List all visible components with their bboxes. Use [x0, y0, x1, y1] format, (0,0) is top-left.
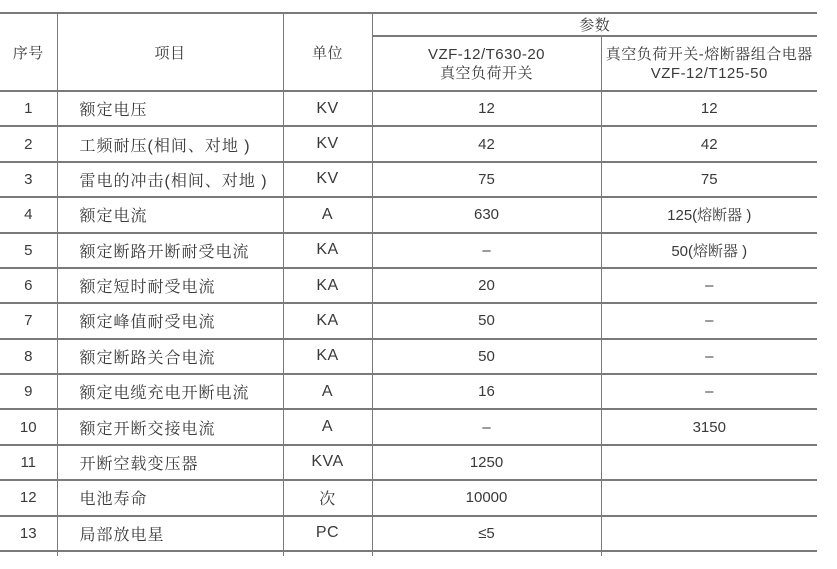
unit-cell: A — [283, 374, 372, 409]
row-number: 10 — [0, 409, 57, 444]
table-row — [0, 303, 817, 338]
item-cell: 额定电流 — [57, 197, 283, 232]
row-number: 6 — [0, 268, 57, 303]
param1-cell: – — [372, 409, 601, 444]
param1-cell: 20 — [372, 268, 601, 303]
table-row — [0, 516, 817, 552]
unit-cell: KA — [283, 268, 372, 303]
unit-cell: KA — [283, 303, 372, 338]
param1-cell: 12 — [372, 91, 601, 126]
unit-cell: KV — [283, 126, 372, 161]
divider-stub — [372, 551, 373, 556]
param1-cell: 42 — [372, 126, 601, 161]
table-row — [0, 126, 817, 161]
row-number: 4 — [0, 197, 57, 232]
table-row — [0, 445, 817, 480]
row-number: 3 — [0, 162, 57, 197]
table-row — [0, 91, 817, 126]
param2-cell — [601, 445, 817, 480]
row-number: 12 — [0, 480, 57, 515]
row-number: 5 — [0, 233, 57, 268]
row-number: 7 — [0, 303, 57, 338]
param1-cell: 50 — [372, 303, 601, 338]
table-row — [0, 162, 817, 197]
item-cell: 工频耐压(相间、对地 ) — [57, 126, 283, 161]
header-unit: 单位 — [283, 13, 372, 91]
param1-cell: 75 — [372, 162, 601, 197]
param2-cell: 3150 — [601, 409, 817, 444]
param-col2-model: VZF-12/T125-50 — [650, 64, 768, 82]
header-param-col1 — [372, 36, 601, 91]
item-cell: 额定短时耐受电流 — [57, 268, 283, 303]
header-param-col2 — [601, 36, 817, 91]
table-row — [0, 268, 817, 303]
param-col1-model: VZF-12/T630-20 — [427, 45, 546, 63]
unit-cell: KV — [283, 162, 372, 197]
item-cell: 电池寿命 — [57, 480, 283, 515]
item-cell: 额定峰值耐受电流 — [57, 303, 283, 338]
param1-cell: ≤5 — [372, 516, 601, 552]
param2-cell: 50(熔断器 ) — [601, 233, 817, 268]
param1-cell: 50 — [372, 339, 601, 374]
header-no: 序号 — [0, 13, 57, 91]
param-col2-type: 真空负荷开关-熔断器组合电器 — [605, 45, 813, 63]
param1-cell: 1250 — [372, 445, 601, 480]
param1-cell: 16 — [372, 374, 601, 409]
item-cell: 额定电缆充电开断电流 — [57, 374, 283, 409]
divider-stub — [57, 551, 58, 556]
table-row — [0, 374, 817, 409]
item-cell: 额定电压 — [57, 91, 283, 126]
divider-stub — [601, 551, 602, 556]
spec-table — [0, 12, 817, 552]
param2-cell: – — [601, 339, 817, 374]
unit-cell: A — [283, 409, 372, 444]
param2-cell: – — [601, 303, 817, 338]
row-number: 13 — [0, 516, 57, 552]
table-row — [0, 480, 817, 515]
unit-cell: A — [283, 197, 372, 232]
param2-cell: 42 — [601, 126, 817, 161]
row-number: 11 — [0, 445, 57, 480]
item-cell: 局部放电星 — [57, 516, 283, 552]
row-number: 1 — [0, 91, 57, 126]
item-cell: 额定断路开断耐受电流 — [57, 233, 283, 268]
table-row — [0, 233, 817, 268]
param2-cell: 125(熔断器 ) — [601, 197, 817, 232]
unit-cell: KV — [283, 91, 372, 126]
param1-cell: 630 — [372, 197, 601, 232]
param-col1-type: 真空负荷开关 — [439, 64, 533, 82]
param2-cell: – — [601, 268, 817, 303]
param2-cell — [601, 516, 817, 552]
param2-cell — [601, 480, 817, 515]
unit-cell: KVA — [283, 445, 372, 480]
header-params-group: 参数 — [372, 13, 817, 36]
table-header — [0, 13, 817, 91]
row-number: 8 — [0, 339, 57, 374]
row-number: 2 — [0, 126, 57, 161]
item-cell: 额定断路关合电流 — [57, 339, 283, 374]
header-item: 项目 — [57, 13, 283, 91]
item-cell: 雷电的冲击(相间、对地 ) — [57, 162, 283, 197]
table-row — [0, 197, 817, 232]
param1-cell: 10000 — [372, 480, 601, 515]
unit-cell: 次 — [283, 480, 372, 515]
unit-cell: PC — [283, 516, 372, 552]
table-row — [0, 339, 817, 374]
table-row — [0, 409, 817, 444]
param2-cell: – — [601, 374, 817, 409]
divider-stub — [283, 551, 284, 556]
header-row-group — [0, 13, 817, 36]
row-number: 9 — [0, 374, 57, 409]
param2-cell: 12 — [601, 91, 817, 126]
param1-cell: – — [372, 233, 601, 268]
unit-cell: KA — [283, 339, 372, 374]
item-cell: 额定开断交接电流 — [57, 409, 283, 444]
unit-cell: KA — [283, 233, 372, 268]
item-cell: 开断空载变压器 — [57, 445, 283, 480]
table-body — [0, 91, 817, 551]
param2-cell: 75 — [601, 162, 817, 197]
